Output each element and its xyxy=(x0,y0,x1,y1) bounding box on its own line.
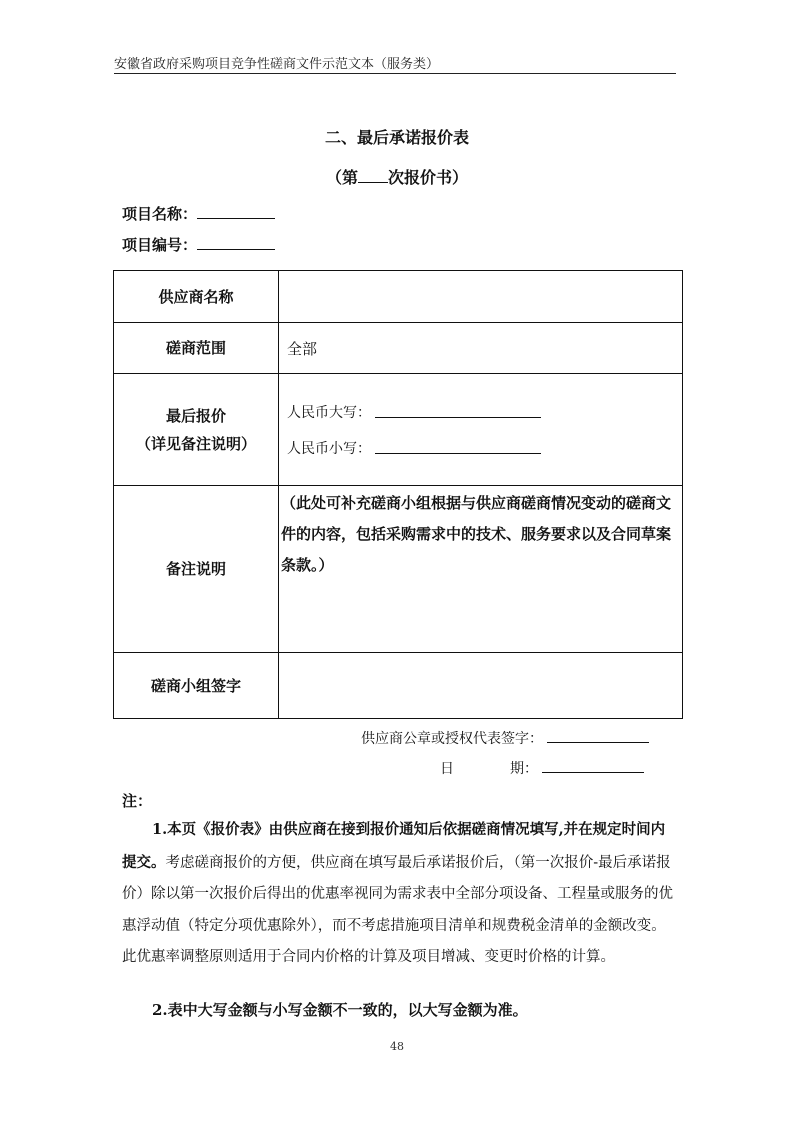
table-row xyxy=(114,374,683,486)
date-line xyxy=(440,758,644,778)
page-header: 安徽省政府采购项目竞争性磋商文件示范文本（服务类） xyxy=(114,57,440,72)
rmb-upper-blank[interactable] xyxy=(375,405,541,418)
round-number-blank[interactable] xyxy=(358,166,388,183)
date-label: 日 期： xyxy=(440,761,538,777)
note-1-bold: 1.本页《报价表》由供应商在接到报价通知后依据磋商情况填写,并在规定时间内提交。 xyxy=(122,821,666,871)
remarks-value: （此处可补充磋商小组根据与供应商磋商情况变动的磋商文件的内容，包括采购需求中的技术、服务要求以及合同草案条款。） xyxy=(281,494,672,574)
project-name-blank[interactable] xyxy=(197,204,275,219)
final-quote-sub: （详见备注说明） xyxy=(135,434,256,453)
seal-signature-line xyxy=(361,728,649,748)
remarks-label: 备注说明 xyxy=(114,486,279,653)
final-quote-label: 最后报价 xyxy=(165,406,226,425)
note-2: 2.表中大写金额与小写金额不一致的，以大写金额为准。 xyxy=(152,1001,528,1019)
project-name-label: 项目名称： xyxy=(122,205,198,223)
rmb-lower-label: 人民币小写： xyxy=(287,440,371,457)
table-row xyxy=(114,653,683,719)
document-subtitle xyxy=(0,165,794,188)
final-quote-cell xyxy=(279,374,683,486)
seal-blank[interactable] xyxy=(547,730,649,743)
supplier-name-cell[interactable] xyxy=(279,271,683,323)
document-title: 二、最后承诺报价表 xyxy=(324,128,469,147)
notes-heading: 注： xyxy=(122,792,153,810)
scope-label: 磋商范围 xyxy=(114,323,279,374)
note-1-rest: 考虑磋商报价的方便，供应商在填写最后承诺报价后，（第一次报价-最后承诺报价）除以第一次报价后得出的优惠率视同为需求表中全部分项设备、工程量或服务的优惠浮动值（特定分项优惠除外），而不考虑措施项目清单和规费税金清单的金额改变。此优惠率调整原则适用于合同内价格的计算及项目增减、变更时价格的计算。 xyxy=(122,854,673,965)
project-number-blank[interactable] xyxy=(197,235,275,250)
header-rule xyxy=(114,73,676,74)
final-quote-label-cell xyxy=(114,374,279,486)
date-blank[interactable] xyxy=(542,760,644,773)
seal-label: 供应商公章或授权代表签字： xyxy=(361,731,543,747)
table-row xyxy=(114,271,683,323)
rmb-lower-blank[interactable] xyxy=(375,441,541,454)
note-1 xyxy=(122,814,678,974)
rmb-upper-label: 人民币大写： xyxy=(287,404,371,421)
rmb-lower-line xyxy=(287,430,682,466)
subtitle-prefix: （第 xyxy=(325,168,358,187)
quote-table xyxy=(113,270,683,719)
subtitle-suffix: 次报价书） xyxy=(388,168,469,187)
rmb-upper-line xyxy=(287,394,682,430)
panel-sign-label: 磋商小组签字 xyxy=(114,653,279,719)
supplier-name-label: 供应商名称 xyxy=(114,271,279,323)
table-row xyxy=(114,486,683,653)
panel-sign-cell[interactable] xyxy=(279,653,683,719)
table-row xyxy=(114,323,683,374)
remarks-cell xyxy=(279,486,683,653)
project-number-field xyxy=(122,234,275,255)
project-name-field xyxy=(122,203,275,224)
scope-value: 全部 xyxy=(279,323,683,374)
project-number-label: 项目编号： xyxy=(122,236,198,254)
page-number: 48 xyxy=(390,1040,404,1053)
